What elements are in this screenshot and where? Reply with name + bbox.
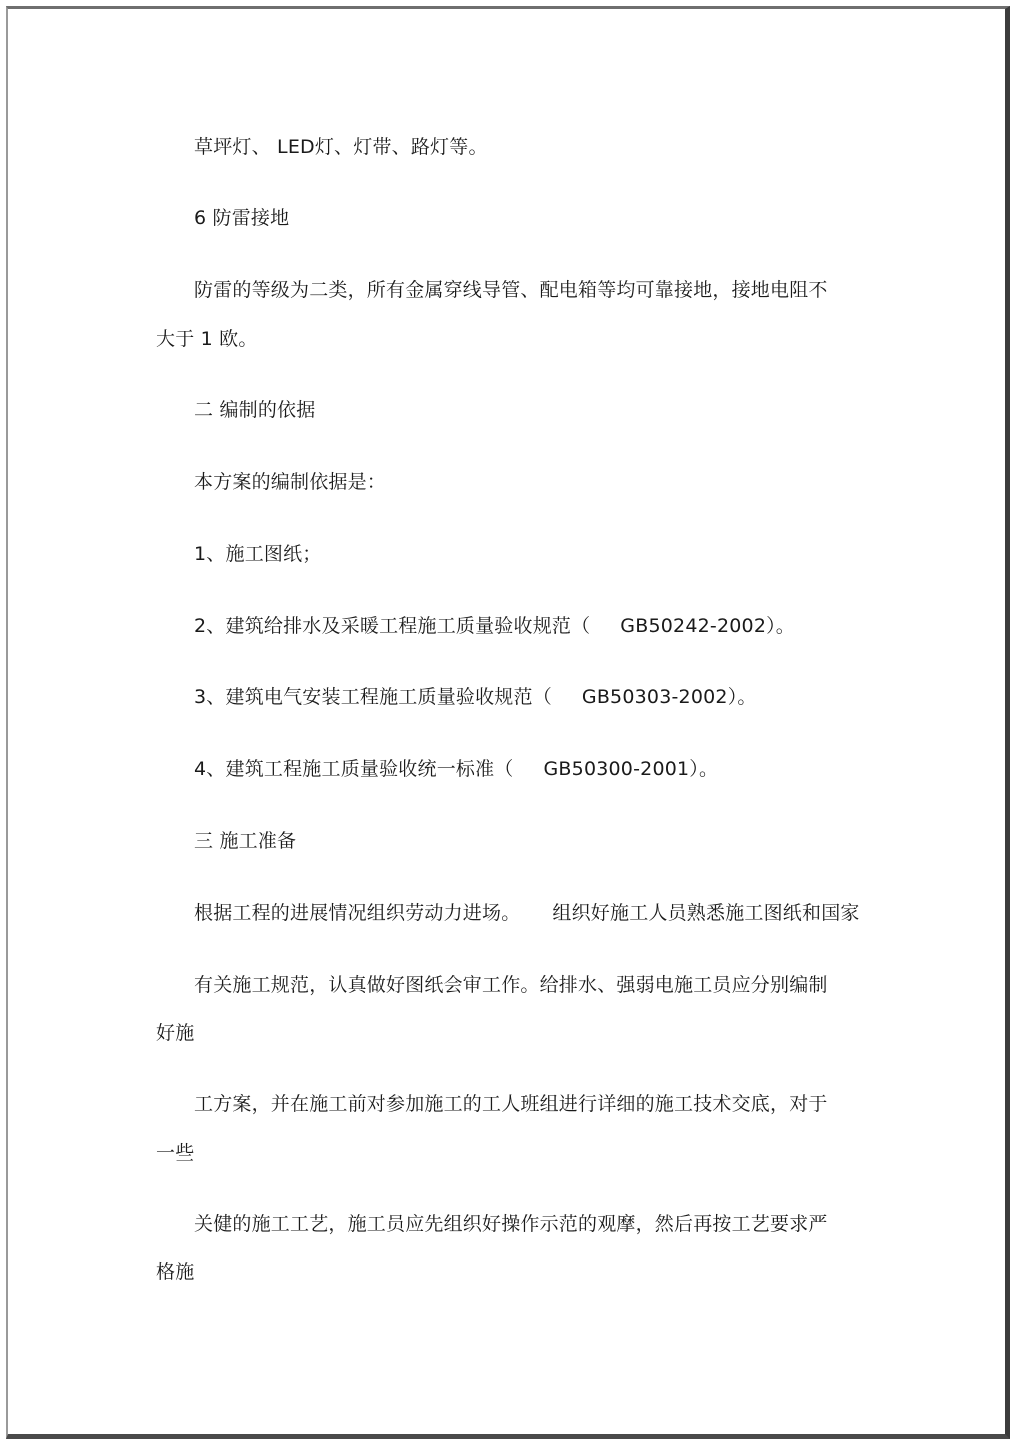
paragraph-preparation-2 [194, 973, 828, 997]
list-item-4 [194, 757, 718, 781]
section-heading-basis [194, 398, 315, 422]
standard-code: GB50300-2001）。 [543, 758, 719, 780]
paragraph-basis-intro [194, 470, 386, 494]
text-line: 三 施工准备 [194, 830, 297, 852]
paragraph-preparation-4 [194, 1212, 828, 1236]
list-item-1 [194, 542, 322, 566]
text-line: 4、建筑工程施工质量验收统一标准（ [194, 758, 514, 780]
text-line: 格施 [156, 1261, 195, 1283]
list-item-2 [194, 614, 795, 638]
paragraph-lightning-class-cont [156, 327, 258, 351]
section-heading-preparation [194, 829, 296, 853]
text-line: 大于 1 欧。 [156, 328, 258, 350]
text-line: 本方案的编制依据是： [194, 471, 387, 493]
text-line: 根据工程的进展情况组织劳动力进场。 [194, 902, 521, 924]
text-line: 工方案，并在施工前对参加施工的工人班组进行详细的施工技术交底，对于 [194, 1093, 828, 1115]
text-line: 二 编制的依据 [194, 399, 316, 421]
paragraph-preparation-1 [194, 901, 860, 925]
paragraph-preparation-4-cont [156, 1260, 194, 1284]
paragraph-lightning-class [194, 278, 828, 302]
text-line: 1、施工图纸； [194, 543, 322, 565]
standard-code: GB50303-2002）。 [581, 686, 757, 708]
text-line: 2、建筑给排水及采暖工程施工质量验收规范（ [194, 615, 591, 637]
text-line: 好施 [156, 1022, 195, 1044]
text-line: 6 防雷接地 [194, 207, 290, 229]
standard-code: GB50242-2002）。 [620, 615, 796, 637]
document-page [6, 6, 1010, 1439]
text-line: 一些 [156, 1142, 195, 1164]
text-line: 组织好施工人员熟悉施工图纸和国家 [552, 902, 860, 924]
paragraph-lighting-types [194, 135, 488, 159]
text-line: 有关施工规范，认真做好图纸会审工作。给排水、强弱电施工员应分别编制 [194, 974, 828, 996]
text-line: 防雷的等级为二类，所有金属穿线导管、配电箱等均可靠接地，接地电阻不 [194, 279, 828, 301]
paragraph-preparation-3 [194, 1092, 828, 1116]
text-line: 关健的施工工艺，施工员应先组织好操作示范的观摩，然后再按工艺要求严 [194, 1213, 828, 1235]
paragraph-preparation-2-cont [156, 1021, 194, 1045]
paragraph-preparation-3-cont [156, 1141, 194, 1165]
text-line: 草坪灯、 LED灯、灯带、路灯等。 [194, 136, 488, 158]
section-heading-lightning-grounding [194, 206, 289, 230]
text-line: 3、建筑电气安装工程施工质量验收规范（ [194, 686, 552, 708]
list-item-3 [194, 685, 757, 709]
